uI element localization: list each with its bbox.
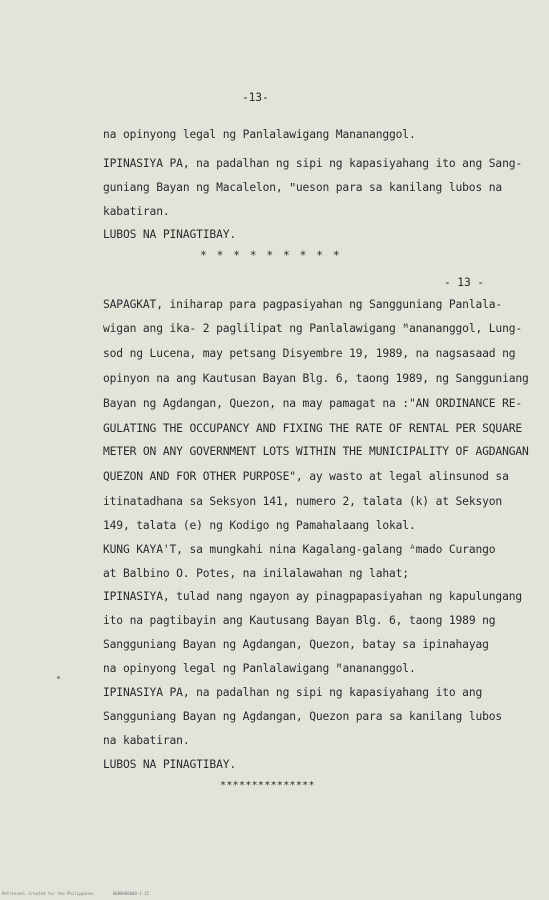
text-line: SAPAGKAT, iniharap para pagpasiyahan ng Sangguniang Panlala- [103, 298, 503, 311]
text-line: at Balbino O. Potes, na inilalawahan ng lahat; [103, 567, 409, 580]
page-number-second: - 13 - [444, 276, 484, 289]
text-line: METER ON ANY GOVERNMENT LOTS WITHIN THE MUNICIPALITY OF AGDANGAN [103, 445, 529, 458]
text-line: IPINASIYA, tulad nang ngayon ay pinagpapasiyahan ng kapulungang [103, 590, 523, 603]
text-line: GULATING THE OCCUPANCY AND FIXING THE RATE OF RENTAL PER SQUARE [103, 422, 523, 435]
stars-divider: * * * * * * * * * [200, 249, 342, 262]
text-line: na kabatiran. [103, 734, 190, 747]
text-line: na opinyong legal ng Panlalawigang ᴹanananggol. [103, 662, 416, 675]
text-line: KUNG KAYA'T, sa mungkahi nina Kagalang-galang ᴬmado Curango [103, 543, 496, 556]
text-line: ito na pagtibayin ang Kautusang Bayan Blg. 6, taong 1989 ng [103, 614, 496, 627]
text-line: QUEZON AND FOR OTHER PURPOSE", ay wasto at legal alinsunod sa [103, 470, 509, 483]
text-line: na opinyong legal ng Panlalawigang Manananggоl. [103, 128, 416, 141]
paper-speck [57, 676, 60, 679]
text-line: Sangguniang Bayan ng Agdangan, Quezon, batay sa ipinahayag [103, 638, 489, 651]
text-line: sod ng Lucena, may petsang Disyembre 19, 1989, na nagsasaad ng [103, 347, 516, 360]
text-line: LUBOS NA PINAGTIBAY. [103, 228, 237, 241]
text-line: itinatadhana sa Seksyon 141, numero 2, talata (k) at Seksyon [103, 495, 503, 508]
text-line: Bayan ng Agdangan, Quezon, na may pamagat na :"AN ORDINANCE RE- [103, 397, 523, 410]
page-number-top: -13- [242, 91, 269, 104]
scan-footer: Retrieved: Created for the Philippines 0000000000-1-15 [2, 891, 149, 896]
text-line: opinyon na ang Kautusan Bayan Blg. 6, taong 1989, ng Sangguniang [103, 372, 529, 385]
text-line: IPINASIYA PA, na padalhan ng sipi ng kapasiyahang ito ang [103, 686, 483, 699]
text-line: LUBOS NA PINAGTIBAY. [103, 758, 237, 771]
text-line: Sangguniang Bayan ng Agdangan, Quezon para sa kanilang lubos [103, 710, 503, 723]
text-line: 149, talata (e) ng Kodigo ng Pamahalaang lokal. [103, 519, 416, 532]
text-line: wigan ang ika- 2 paglilipat ng Panlalawigang ᴹanananggol, Lung- [103, 322, 523, 335]
stars-end: *************** [220, 780, 315, 791]
text-line: kabatiran. [103, 205, 170, 218]
text-line: guniang Bayan ng Macalelon, ʺueson para sa kanilang lubos na [103, 181, 503, 194]
text-line: IPINASIYA PA, na padalhan ng sipi ng kapasiyahang ito ang Sang- [103, 157, 523, 170]
